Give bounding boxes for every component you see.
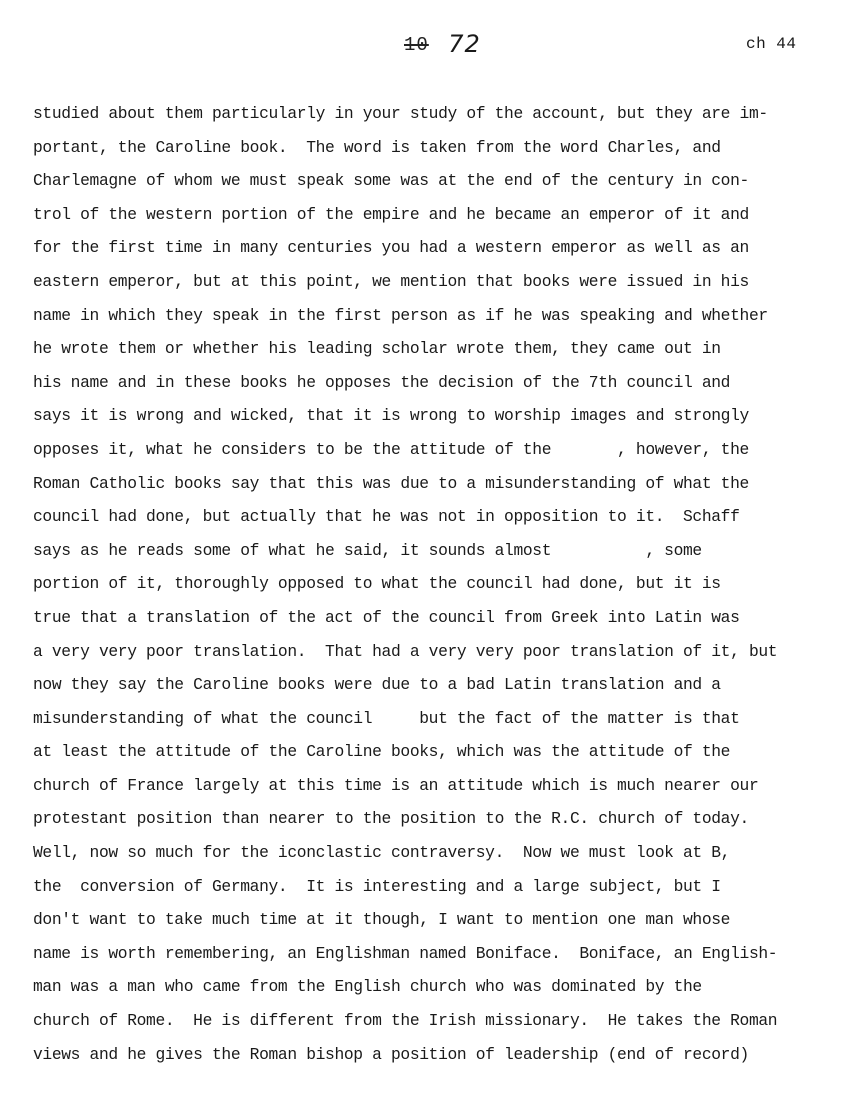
text-line: at least the attitude of the Caroline books, which was the attitude of the xyxy=(33,742,731,762)
text-line: protestant position than nearer to the position to the R.C. church of today. xyxy=(33,809,749,829)
text-line: true that a translation of the act of the council from Greek into Latin was xyxy=(33,607,740,627)
text-line: a very very poor translation. That had a very very poor translation of it, but xyxy=(33,641,778,661)
text-line: don't want to take much time at it though, I want to mention one man whose xyxy=(33,910,731,930)
text-line: council had done, but actually that he was not in opposition to it. Schaff xyxy=(33,507,740,527)
handwritten-page-number: 72 xyxy=(448,30,481,58)
text-line: opposes it, what he considers to be the attitude of the , however, the xyxy=(33,439,749,459)
text-line: he wrote them or whether his leading scholar wrote them, they came out in xyxy=(33,339,721,359)
text-line: portion of it, thoroughly opposed to what the council had done, but it is xyxy=(33,574,721,594)
page-number xyxy=(404,30,481,61)
text-line: for the first time in many centuries you had a western emperor as well as an xyxy=(33,238,749,258)
text-line: studied about them particularly in your study of the account, but they are im- xyxy=(33,104,768,123)
text-line: says as he reads some of what he said, it sounds almost , some xyxy=(33,540,702,560)
text-line: trol of the western portion of the empire and he became an emperor of it and xyxy=(33,204,749,224)
text-line: church of Rome. He is different from the Irish missionary. He takes the Roman xyxy=(33,1011,778,1031)
text-line: his name and in these books he opposes the decision of the 7th council and xyxy=(33,372,731,392)
text-line: name is worth remembering, an Englishman named Boniface. Boniface, an English- xyxy=(33,943,778,963)
typed-body-text xyxy=(33,100,833,1074)
text-line: name in which they speak in the first person as if he was speaking and whether xyxy=(33,305,768,325)
text-line: church of France largely at this time is an attitude which is much nearer our xyxy=(33,775,759,795)
struck-page-number: 10 xyxy=(404,34,429,56)
text-line: Well, now so much for the iconclastic contraversy. Now we must look at B, xyxy=(33,843,731,863)
text-line: Roman Catholic books say that this was due to a misunderstanding of what the xyxy=(33,473,749,493)
text-line: eastern emperor, but at this point, we mention that books were issued in his xyxy=(33,271,749,291)
text-line: portant, the Caroline book. The word is taken from the word Charles, and xyxy=(33,137,721,157)
text-line: man was a man who came from the English church who was dominated by the xyxy=(33,977,702,997)
chapter-reference: ch 44 xyxy=(746,35,797,53)
text-line: Charlemagne of whom we must speak some was at the end of the century in con- xyxy=(33,171,749,191)
text-line: misunderstanding of what the council but the fact of the matter is that xyxy=(33,708,740,728)
text-line: the conversion of Germany. It is interesting and a large subject, but I xyxy=(33,876,721,896)
text-line: now they say the Caroline books were due to a bad Latin translation and a xyxy=(33,675,721,695)
text-line: views and he gives the Roman bishop a position of leadership (end of record) xyxy=(33,1044,749,1064)
text-line: says it is wrong and wicked, that it is wrong to worship images and strongly xyxy=(33,406,749,426)
